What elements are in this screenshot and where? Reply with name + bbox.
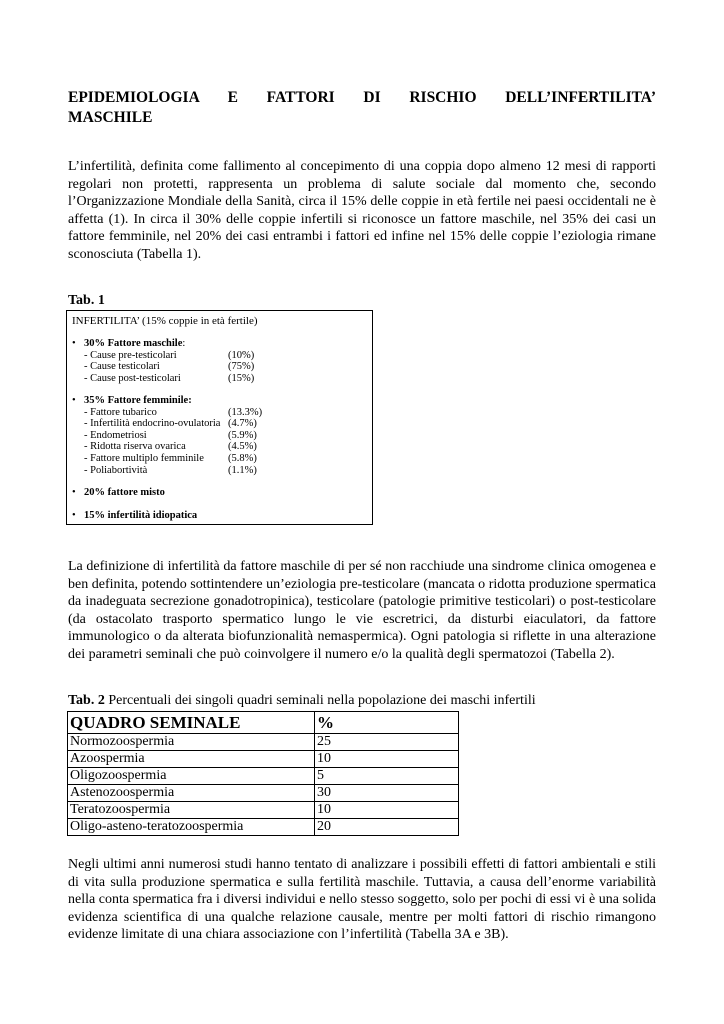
list-item: - Poliabortività (1.1%) [84,464,257,476]
list-item: - Ridotta riserva ovarica (4.5%) [84,441,257,453]
bullet-icon: • [72,510,76,521]
list-item: - Infertilità endocrino-ovulatoria (4.7%) [84,418,257,430]
table-row: Azoospermia 10 [68,751,459,768]
table1-label: Tab. 1 [68,293,105,308]
male-factor-title: 30% Fattore maschile [84,338,183,349]
risk-factors-paragraph: Negli ultimi anni numerosi studi hanno tentato di analizzare i possibili effetti di fattori ambientali e stili di vita sulla produzione spermatica e sulla fertilità maschile. Tuttavia, a causa dell’enorme variabilità nella conta spermatica fra i diversi individui e nello stesso soggetto, solo per pochi di essi vi è una solida evidenza scientifica di una qualche relazione causale, mentre per molti fattori di rischio rimangono evidenze limitate di una chiara associazione con l’infertilità (Tabella 3A e 3B). [68,857,656,943]
female-factor-group [72,395,262,476]
list-item: - Cause testicolari (75%) [84,361,255,373]
table2-label: Tab. 2 [68,693,105,708]
table1-box [66,310,373,525]
female-factor-title: 35% Fattore femminile: [84,395,192,406]
table-row: Astenozoospermia 30 [68,785,459,802]
list-item: - Cause post-testicolari (15%) [84,372,255,384]
column-header: % [315,712,459,734]
column-header: QUADRO SEMINALE [68,712,315,734]
list-item: - Cause pre-testicolari (10%) [84,349,255,361]
table-row: Oligo-asteno-teratozoospermia 20 [68,819,459,836]
table1-header: INFERTILITA’ (15% coppie in età fertile) [72,315,258,327]
male-factor-colon: : [182,338,186,349]
table-header-row [68,712,459,734]
table-row: Oligozoospermia 5 [68,768,459,785]
mixed-factor-item: • 20% fattore misto [72,487,165,498]
table2-caption-text: Percentuali dei singoli quadri seminali nella popolazione dei maschi infertili [104,693,536,708]
definition-paragraph: La definizione di infertilità da fattore maschile di per sé non racchiude una sindrome clinica omogenea e ben definita, potendo sottintendere un’eziologia pre-testicolare (mancata o ridotta produzione spermatica da inadeguata secrezione gonadotropinica), testicolare (patologie primitive testicolari) o post-testicolare (da ostacolato trasporto spermatico lungo le vie escretrici, da disturbi eiaculatori, da fattore immunologico o da alterata biofunzionalità nemaspermica). Ogni patologia si riflette in una alterazione dei parametri seminali che può coinvolgere il numero e/o la qualità degli spermatozoi (Tabella 2). [68,559,656,662]
idiopathic-item: • 15% infertilità idiopatica [72,510,198,521]
list-item: - Fattore tubarico (13.3%) [84,406,263,418]
bullet-icon: • [72,395,76,406]
document-title-line2: MASCHILE [68,109,153,126]
table2-caption [68,693,536,709]
seminal-table [67,711,459,836]
document-title: EPIDEMIOLOGIA E FATTORI DI RISCHIO DELL’INFERTILITA’ [68,89,656,106]
table-row: Teratozoospermia 10 [68,802,459,819]
list-item: - Endometriosi (5.9%) [84,429,257,441]
bullet-icon: • [72,487,76,498]
table-row: Normozoospermia 25 [68,734,459,751]
list-item: - Fattore multiplo femminile (5.8%) [84,452,257,464]
intro-paragraph: L’infertilità, definita come fallimento al concepimento di una coppia dopo almeno 12 mesi di rapporti regolari non protetti, rappresenta un problema di salute sociale dal momento che, secondo l’Organizzazione Mondiale della Sanità, circa il 15% delle coppie in età fertile nei paesi occidentali ne è affetta (1). In circa il 30% delle coppie infertili si riconosce un fattore maschile, nel 35% dei casi un fattore femminile, nel 20% dei casi entrambi i fattori ed infine nel 15% delle coppie l’eziologia rimane sconosciuta (Tabella 1). [68,159,656,262]
male-factor-group [72,338,254,384]
bullet-icon: • [72,338,76,349]
